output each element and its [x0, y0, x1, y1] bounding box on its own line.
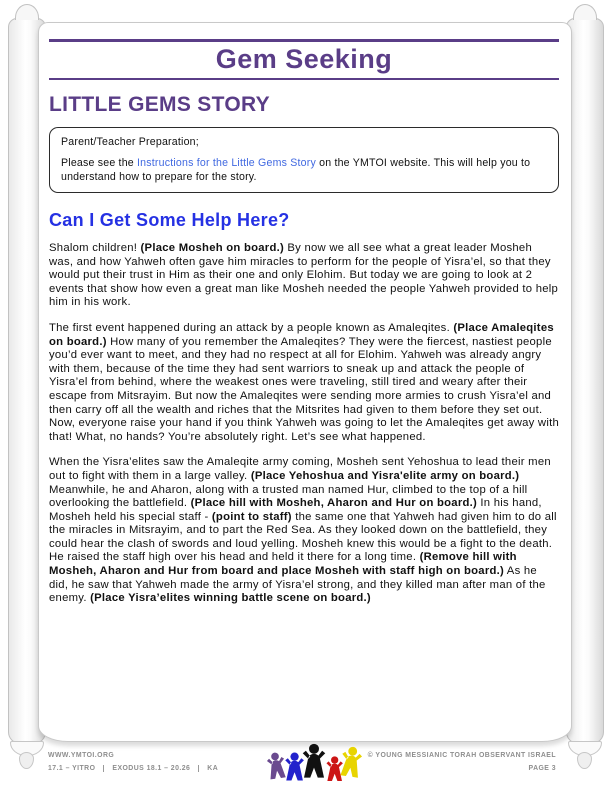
story-paragraph-2 — [49, 322, 559, 444]
logo-figure-black — [303, 744, 326, 778]
logo-figure-purple — [266, 751, 287, 779]
footer-lesson-reference — [48, 765, 218, 772]
story-text: By now we all see what a great leader Mosheh was, and how Yahweh often gave him miracles to perform for the people of Yisra’el, so that they would put their trust in Him as their one and only Elohim. But today we are going to look at 2 events that show how even a great man like Mosheh needed the people Yahweh provided to help him in his work. — [49, 242, 559, 309]
stage-direction: (Place Amaleqites on board.) — [49, 321, 554, 348]
prep-body-prefix: Please see the — [61, 157, 138, 169]
story-text: How many of you remember the Amaleqites? They were the fiercest, nastiest people you’d ever want to meet, and they had no respect at all for Elohim. Yahweh was already angry with them, because of the time they had sent warriors to sneak up and attack the people of Yisra’el from behind, where the weakest ones were traveling, still tired and weary after their escape from Mitsrayim. But now the Amaleqites were sending more armies to crush Yisra’el and then carry off all the wealth and riches that the Mitsrites had given to them before they set out. Now, everyone raise your hand if you think Yahweh was going to let the Amaleqites get away with that! What, no hands? You’re absolutely right. Let’s see what happened. — [49, 335, 560, 443]
scroll-knob-bottom-left — [19, 752, 34, 769]
parent-teacher-preparation-box — [49, 127, 559, 193]
footer-scripture: EXODUS 18.1 – 20.26 — [103, 765, 190, 772]
logo-figure-blue — [285, 753, 304, 781]
stage-direction: (Place Yehoshua and Yisra'elite army on board.) — [250, 469, 520, 482]
ymtoi-children-logo-icon — [265, 740, 363, 790]
story-paragraph-3 — [49, 456, 559, 606]
footer-page-number: PAGE 3 — [528, 765, 556, 772]
prep-body-suffix: on the YMTOI website. This will help you to understand how to prepare for the story. — [61, 157, 531, 183]
story-text: The first event happened during an attack by a people known as Amaleqites. — [49, 321, 454, 334]
logo-figure-yellow — [339, 746, 363, 778]
scroll-knob-top-left — [15, 4, 39, 20]
story-text: Shalom children! — [49, 242, 141, 254]
footer-copyright: © YOUNG MESSIANIC TORAH OBSERVANT ISRAEL — [367, 752, 556, 759]
stage-direction: (Place Yisra’elites winning battle scene on board.) — [90, 592, 371, 605]
story-text: When the Yisra’elites saw the Amaleqite army coming, Mosheh sent Yehoshua to lead their men out to fight with them in a large valley. — [49, 456, 551, 482]
footer-edition: KA — [198, 765, 218, 772]
title-rule-bottom — [49, 78, 559, 81]
story-text: the same one that Yahweh had given him to do all the miracles in Mitsrayim, and to part the Red Sea. As they looked down on the battlefield, they could hear the clash of swords and loud yelling. Mosheh knew this would be a fight to the death. He raised the staff high over his head and held it there for a long time. — [49, 510, 557, 564]
title-rule-top — [49, 39, 559, 42]
scroll-knob-bottom-right — [577, 752, 592, 769]
instructions-link[interactable]: Instructions for the Little Gems Story — [137, 157, 316, 169]
story-text: Meanwhile, he and Aharon, along with a trusted man named Hur, climbed to the top of a hill overlooking the battlefield. — [49, 483, 528, 510]
footer-left — [48, 752, 218, 772]
story-text: As he did, he saw that Yahweh made the army of Yisra’el strong, and they killed man after man of the enemy. — [49, 565, 546, 605]
story-heading: Can I Get Some Help Here? — [49, 210, 290, 230]
prep-box-heading: Parent/Teacher Preparation; — [61, 136, 199, 148]
logo-figure-red — [326, 756, 342, 781]
footer-right — [368, 752, 556, 772]
stage-direction: (Place hill with Mosheh, Aharon and Hur on board.) — [190, 497, 478, 510]
scroll-knob-top-right — [573, 4, 597, 20]
stage-direction: (Place Mosheh on board.) — [140, 242, 284, 254]
page-title: Gem Seeking — [215, 43, 393, 74]
prep-box-body — [61, 156, 547, 184]
scroll-sheet — [38, 22, 572, 742]
story-paragraph-1 — [49, 242, 559, 310]
footer-website: WWW.YMTOI.ORG — [48, 752, 115, 759]
stage-direction: (point to staff) — [211, 510, 292, 523]
footer-parsha: 17.1 – YITRO — [48, 765, 96, 772]
section-title: LITTLE GEMS STORY — [49, 93, 270, 116]
story-text: In his hand, Mosheh held his special staff - — [49, 497, 542, 523]
stage-direction: (Remove hill with Mosheh, Aharon and Hur from board and place Mosheh with staff high on board.) — [49, 551, 517, 578]
